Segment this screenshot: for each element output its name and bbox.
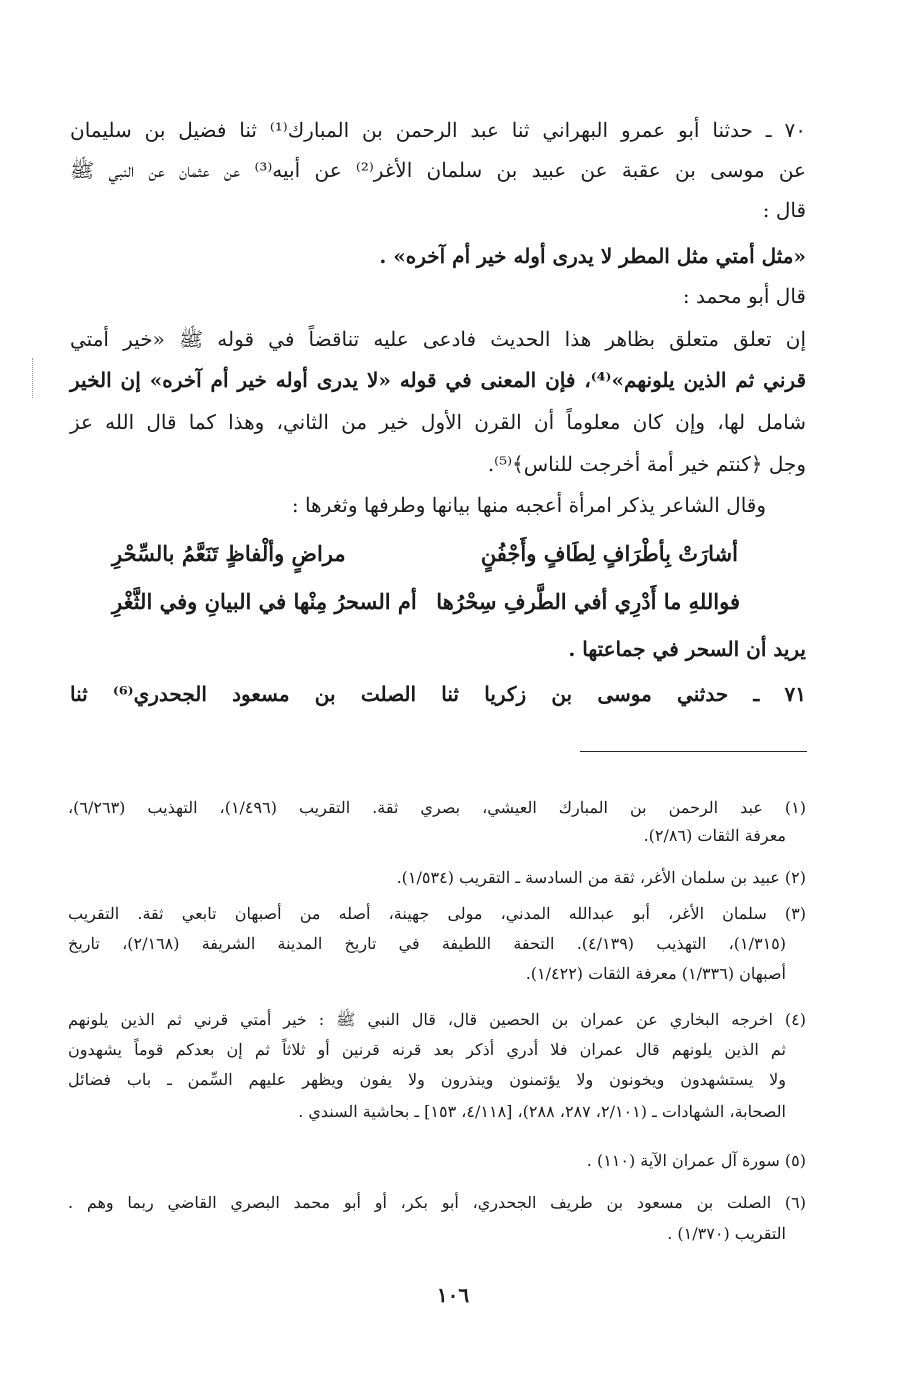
- commentary-line-2: قرني ثم الذين يلونهم»⁽⁴⁾، فإن المعنى في قوله «لا يدرى أوله خير أم آخره» إن الخير: [70, 368, 807, 392]
- footnote-separator: [580, 751, 807, 752]
- margin-mark: [32, 358, 35, 398]
- footnote-5: (٥) سورة آل عمران الآية (١١٠) .: [586, 1151, 806, 1170]
- page-number: ١٠٦: [436, 1283, 470, 1307]
- footnote-6-line-2: التقريب (١/٣٧٠) .: [667, 1224, 786, 1243]
- commentary-line-1: إن تعلق متعلق بظاهر هذا الحديث فادعى عليه تناقضاً في قوله ﷺ «خير أمتي: [70, 327, 807, 351]
- hadith-70-line-1: ٧٠ ـ حدثنا أبو عمرو البهراني ثنا عبد الرحمن بن المبارك⁽¹⁾ ثنا فضيل بن سليمان: [70, 118, 806, 142]
- footnote-2: (٢) عبيد بن سلمان الأغر، ثقة من السادسة ـ التقريب (١/٥٣٤).: [396, 868, 806, 887]
- commentary-line-4: وجل ﴿كنتم خير أمة أخرجت للناس﴾⁽⁵⁾.: [487, 452, 806, 476]
- hadith-70-line-2: عن موسى بن عقبة عن عبيد بن سلمان الأغر⁽²⁾ عن أبيه⁽³⁾ عن عثمان عن النبي ﷺ: [70, 158, 806, 182]
- verse-2-first-hemistich: فواللهِ ما أَدْرِي أفي الطَّرفِ سِحْرُها: [436, 589, 740, 614]
- after-verse-line: يريد أن السحر في جماعتها .: [568, 637, 806, 661]
- abu-muhammad-heading: قال أبو محمد :: [682, 284, 806, 308]
- commentary-line-3: شامل لها، وإن كان معلوماً أن القرن الأول خير من الثاني، وهذا كما قال الله عز: [70, 410, 806, 434]
- verse-1-first-hemistich: أشارَتْ بِأطْرَافٍ لِطَافٍ وأَجْفُنٍ: [480, 541, 738, 566]
- footnote-3-line-3: أصبهان (١/٣٣٦) معرفة الثقات (١/٤٢٢).: [525, 964, 786, 983]
- hadith-text: «مثل أمتي مثل المطر لا يدرى أوله خير أم آخره» .: [379, 244, 806, 268]
- hadith-71-line-1: ٧١ ـ حدثني موسى بن زكريا ثنا الصلت بن مسعود الجحدري⁽⁶⁾ ثنا: [70, 682, 806, 706]
- hadith-70-line-3: قال :: [762, 198, 806, 222]
- footnote-1-line-2: معرفة الثقات (٢/٨٦).: [643, 826, 786, 845]
- footnote-1-line-1: (١) عبد الرحمن بن المبارك العيشي، بصري ثقة. التقريب (١/٤٩٦)، التهذيب (٦/٢٦٣)،: [68, 798, 806, 817]
- footnote-6-line-1: (٦) الصلت بن مسعود بن طريف الجحدري، أبو بكر، أو أبو محمد البصري القاضي ربما وهم .: [68, 1193, 806, 1212]
- footnote-3-line-2: (١/٣١٥)، التهذيب (٤/١٣٩). التحفة اللطيفة في تاريخ المدينة الشريفة (٢/١٦٨)، تاريخ: [68, 934, 787, 953]
- footnote-3-line-1: (٣) سلمان الأغر، أبو عبدالله المدني، مولى جهينة، أصله من أصبهان تابعي ثقة. التقريب: [68, 904, 806, 923]
- poet-intro: وقال الشاعر يذكر امرأة أعجبه منها بيانها وطرفها وثغرها :: [291, 493, 766, 517]
- verse-1-second-hemistich: مراضٍ وألْفاظٍ تَنَعَّمُ بالسِّحْرِ: [112, 541, 346, 566]
- footnote-4-line-2: ثم الذين يلونهم قال عمران فلا أدري أذكر بعد قرنه قرنين أو ثلاثاً ثم إن بعدكم قوماً يشهدون: [68, 1040, 786, 1059]
- footnote-4-line-3: ولا يستشهدون ويخونون ولا يؤتمنون وينذرون ولا يفون ويظهر عليهم السِّمن ـ باب فضائل: [68, 1070, 786, 1089]
- footnote-4-line-1: (٤) اخرجه البخاري عن عمران بن الحصين قال، قال النبي ﷺ : خير أمتي قرني ثم الذين يلونهم: [68, 1010, 807, 1029]
- footnote-4-line-4: الصحابة، الشهادات ـ (٢/١٠١، ٢٨٧، ٢٨٨)، [٤/١١٨، ١٥٣] ـ بحاشية السندي .: [298, 1102, 786, 1121]
- verse-2-second-hemistich: أم السحرُ مِنْها في البيانِ وفي الثَّغْرِ: [112, 589, 417, 614]
